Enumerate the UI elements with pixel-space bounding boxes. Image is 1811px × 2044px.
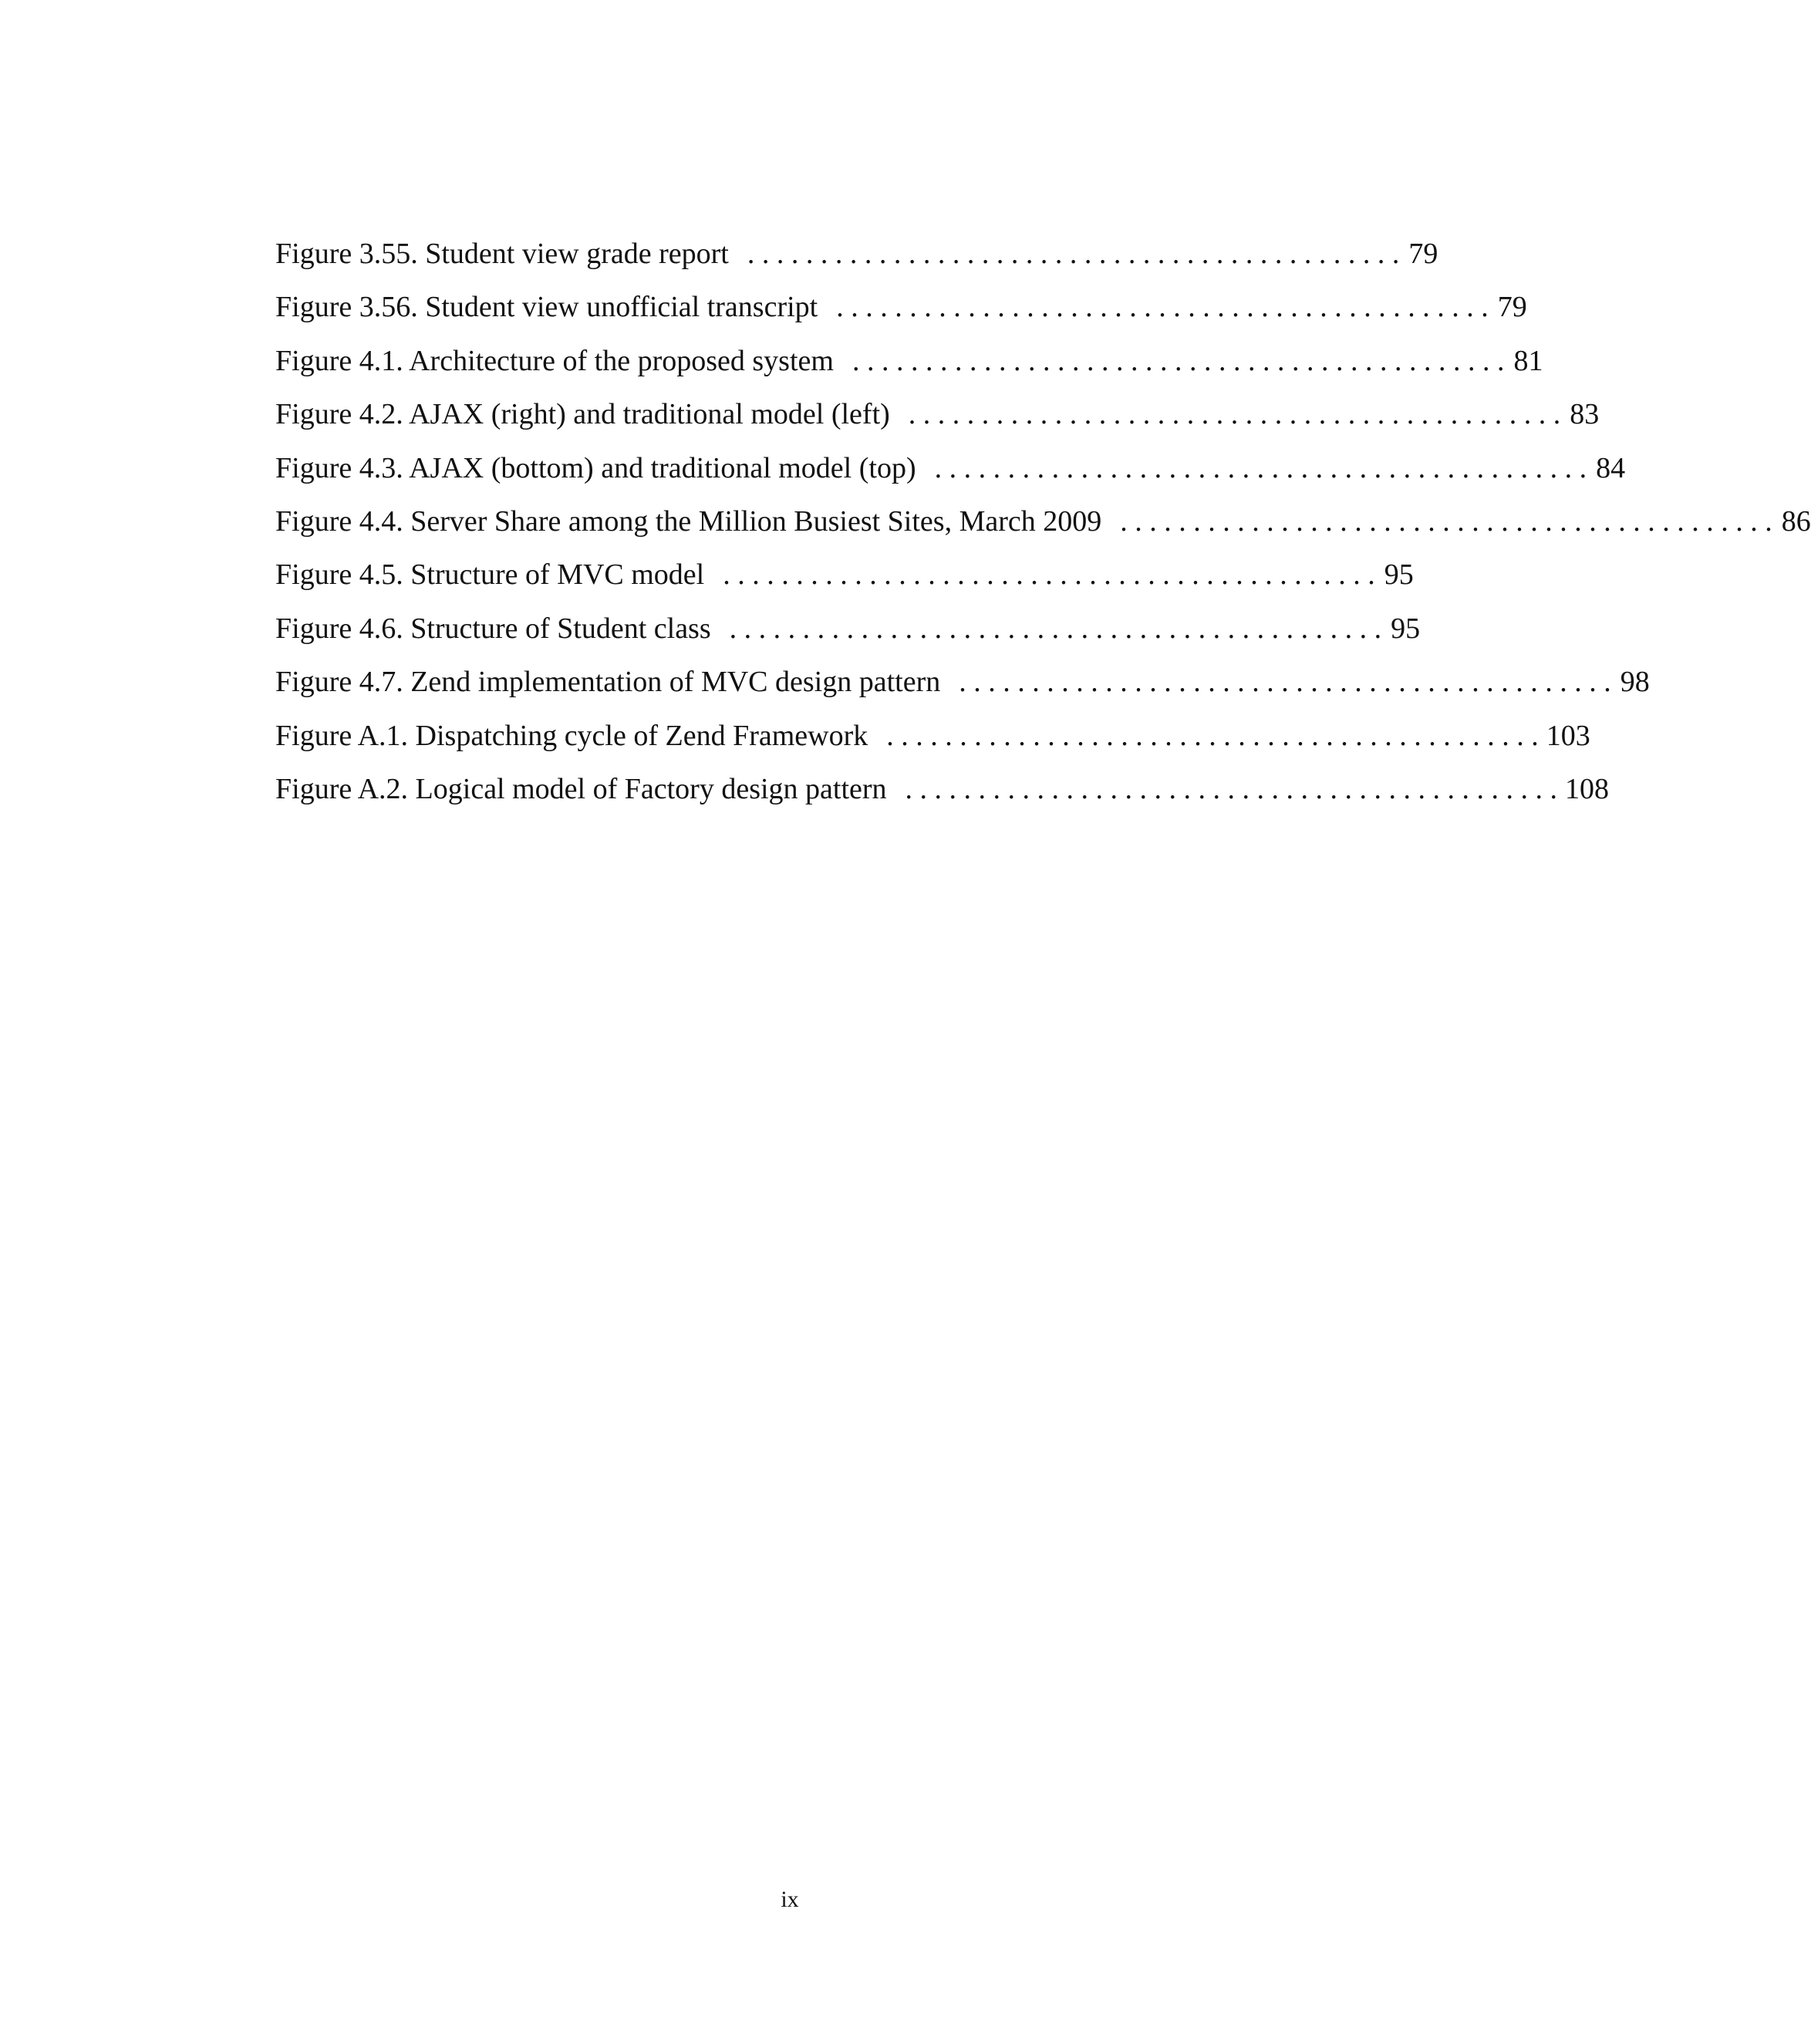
dot-leader: . . . . . . . . . . . . . . . . . . . . . . . . . . . . . . . . . . . . . . . . . . . . . (959, 666, 1611, 699)
toc-entry-page: 95 (1384, 558, 1414, 592)
page-number: ix (781, 1887, 799, 1912)
toc-entry-page: 79 (1497, 291, 1527, 324)
dot-leader: . . . . . . . . . . . . . . . . . . . . . . . . . . . . . . . . . . . . . . . . . . . . . (1120, 504, 1772, 538)
toc-entry[interactable] (275, 504, 1811, 560)
dot-leader: . . . . . . . . . . . . . . . . . . . . . . . . . . . . . . . . . . . . . . . . . . . . . (886, 719, 1539, 752)
toc-entry-label: Figure 4.6. Structure of Student class (275, 612, 711, 645)
toc-entry[interactable] (275, 291, 1527, 346)
dot-leader: . . . . . . . . . . . . . . . . . . . . . . . . . . . . . . . . . . . . . . . . . . . . . (908, 398, 1561, 431)
dot-leader: . . . . . . . . . . . . . . . . . . . . . . . . . . . . . . . . . . . . . . . . . . . . . (934, 451, 1587, 484)
list-of-figures (275, 238, 1811, 828)
toc-entry-label: Figure 4.5. Structure of MVC model (275, 558, 705, 592)
toc-entry-label: Figure A.2. Logical model of Factory design pattern (275, 772, 887, 805)
toc-entry[interactable] (275, 451, 1626, 507)
toc-entry-label: Figure 3.55. Student view grade report (275, 238, 729, 270)
toc-entry-page: 108 (1565, 772, 1610, 805)
toc-entry-page: 103 (1546, 719, 1590, 752)
toc-entry[interactable] (275, 719, 1590, 774)
toc-entry-page: 79 (1408, 238, 1438, 270)
toc-entry-label: Figure 3.56. Student view unofficial transcript (275, 291, 818, 324)
toc-entry-page: 81 (1513, 344, 1543, 377)
toc-entry[interactable] (275, 772, 1610, 828)
dot-leader: . . . . . . . . . . . . . . . . . . . . . . . . . . . . . . . . . . . . . . . . . . . . . (723, 558, 1375, 592)
toc-entry-label: Figure 4.4. Server Share among the Million Busiest Sites, March 2009 (275, 504, 1102, 538)
toc-entry-page: 95 (1391, 612, 1421, 645)
dot-leader: . . . . . . . . . . . . . . . . . . . . . . . . . . . . . . . . . . . . . . . . . . . . . (747, 238, 1400, 270)
dot-leader: . . . . . . . . . . . . . . . . . . . . . . . . . . . . . . . . . . . . . . . . . . . . . (836, 291, 1489, 324)
toc-entry-label: Figure 4.1. Architecture of the proposed system (275, 344, 834, 377)
toc-entry-page: 86 (1781, 504, 1811, 538)
toc-entry-page: 83 (1570, 398, 1600, 431)
toc-entry[interactable] (275, 612, 1421, 667)
toc-entry-label: Figure 4.2. AJAX (right) and traditional model (left) (275, 398, 890, 431)
toc-entry[interactable] (275, 558, 1414, 613)
toc-entry-page: 98 (1620, 666, 1650, 699)
toc-entry[interactable] (275, 666, 1650, 720)
toc-entry-label: Figure 4.7. Zend implementation of MVC design pattern (275, 666, 941, 699)
toc-entry[interactable] (275, 344, 1543, 400)
toc-entry-label: Figure A.1. Dispatching cycle of Zend Framework (275, 719, 868, 752)
toc-entry-label: Figure 4.3. AJAX (bottom) and traditional model (top) (275, 451, 916, 484)
toc-entry-page: 84 (1596, 451, 1626, 484)
dot-leader: . . . . . . . . . . . . . . . . . . . . . . . . . . . . . . . . . . . . . . . . . . . . . (729, 612, 1382, 645)
dot-leader: . . . . . . . . . . . . . . . . . . . . . . . . . . . . . . . . . . . . . . . . . . . . . (905, 772, 1558, 805)
toc-entry[interactable] (275, 398, 1600, 453)
dot-leader: . . . . . . . . . . . . . . . . . . . . . . . . . . . . . . . . . . . . . . . . . . . . . (852, 344, 1505, 377)
toc-entry[interactable] (275, 238, 1438, 292)
